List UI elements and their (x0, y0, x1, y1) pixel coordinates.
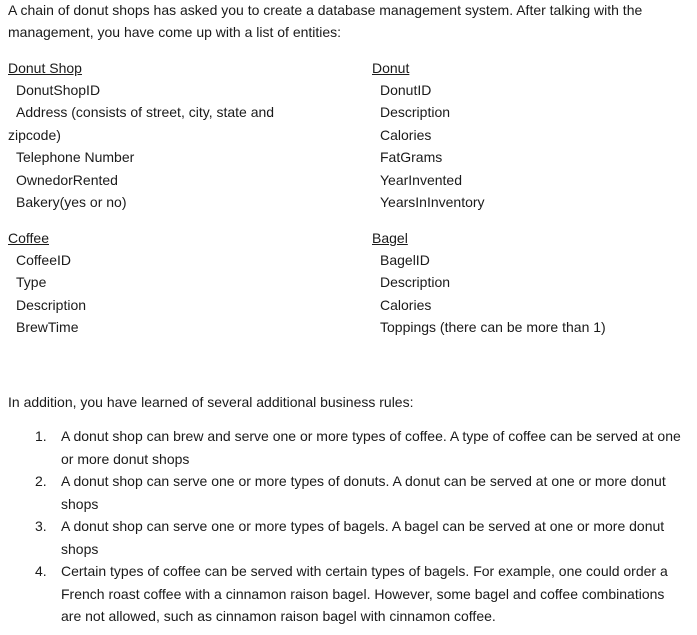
entity-coffee (8, 227, 338, 339)
attribute: Description (16, 296, 87, 313)
list-item (8, 560, 688, 628)
rule-text: A donut shop can serve one or more types of bagels. A bagel can be served at one or more donut shops (61, 518, 665, 557)
attribute-line: Address (consists of street, city, state and (16, 104, 275, 121)
attribute: Type (16, 274, 47, 291)
list-number: 3. (35, 518, 47, 534)
list-number: 1. (35, 428, 47, 444)
entity-heading: Donut (372, 60, 410, 76)
attribute: DonutID (380, 82, 432, 98)
business-rules-list (8, 425, 688, 628)
entity-heading: Donut Shop (8, 60, 82, 76)
attribute: Calories (380, 126, 432, 143)
attribute (8, 101, 301, 146)
list-number: 2. (35, 473, 47, 489)
intro-paragraph: A chain of donut shops has asked you to create a database management system. After talking with the management, you have come up with a list of entities: (8, 2, 643, 40)
attribute: BagelID (380, 252, 430, 268)
attribute: Bakery(yes or no) (16, 194, 127, 211)
entity-donut (372, 57, 697, 213)
attribute: Description (380, 274, 451, 291)
rule-text: Certain types of coffee can be served with certain types of bagels. For example, one could order a French roast coffee with a cinnamon raison bagel. However, some bagel and coffee combinations are not allowed, such as cinnamon raison bagel with cinnamon coffee. (61, 563, 668, 624)
attribute: Toppings (there can be more than 1) (380, 319, 606, 336)
entity-heading: Coffee (8, 230, 49, 246)
attribute: OwnedorRented (16, 171, 118, 188)
list-item (8, 425, 688, 470)
attribute: YearsInInventory (380, 194, 485, 211)
attribute: CoffeeID (16, 252, 71, 268)
list-item (8, 515, 688, 560)
rule-text: A donut shop can serve one or more types of donuts. A donut can be served at one or more donut shops (61, 473, 666, 512)
entity-heading: Bagel (372, 230, 408, 246)
attribute: BrewTime (16, 319, 79, 336)
entity-donut-shop (8, 57, 338, 213)
attribute: DonutShopID (16, 82, 101, 98)
attribute: YearInvented (380, 171, 462, 188)
attribute: Description (380, 104, 451, 121)
list-item (8, 470, 688, 515)
attribute: Calories (380, 296, 432, 313)
list-number: 4. (35, 563, 47, 579)
rules-intro: In addition, you have learned of several additional business rules: (8, 394, 414, 410)
attribute: Telephone Number (16, 149, 135, 166)
entity-bagel (372, 227, 697, 339)
attribute-line-continued: zipcode) (8, 126, 61, 143)
attribute: FatGrams (380, 149, 443, 166)
rule-text: A donut shop can brew and serve one or more types of coffee. A type of coffee can be served at one or more donut shops (61, 428, 681, 467)
